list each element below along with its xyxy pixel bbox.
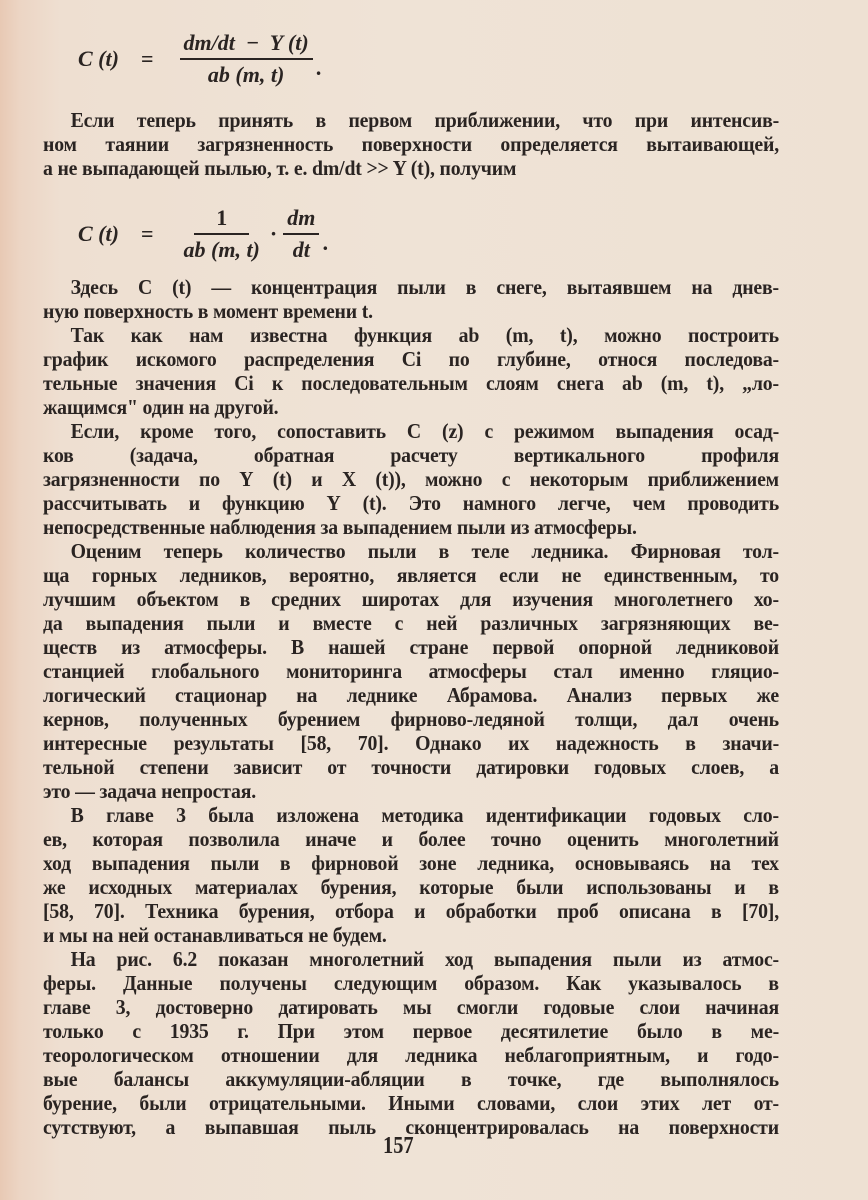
formula-lhs: C (t) — [78, 46, 119, 71]
fraction-numerator: 1 — [194, 205, 249, 235]
multiply-dot: · — [269, 221, 278, 246]
text-line: и мы на ней останавливаться не будем. — [43, 923, 387, 947]
text-line: Оценим теперь количество пыли в теле ледника. Фирновая тол- — [70, 539, 779, 563]
text-line: ществ из атмосферы. В нашей стране первой опорной ледниковой — [43, 635, 779, 659]
text-line: же исходных материалах бурения, которые были использованы и в — [43, 875, 779, 899]
text-line: феры. Данные получены следующим образом. Как указывалось в — [43, 971, 779, 995]
text-line: ном таянии загрязненность поверхности определяется вытаивающей, — [43, 132, 779, 156]
fraction-denominator: ab (m, t) — [183, 237, 260, 262]
text-line: логический стационар на леднике Абрамова. Анализ первых же — [43, 683, 779, 707]
paragraph-1 — [43, 108, 779, 180]
text-line: а не выпадающей пылью, т. е. dm/dt >> Y (t), получим — [43, 156, 517, 180]
text-line: Так как нам известна функция ab (m, t), можно построить — [70, 323, 779, 347]
paragraph-5 — [43, 539, 779, 803]
text-line: главе 3, достоверно датировать мы смогли годовые слои начиная — [43, 995, 779, 1019]
text-line: тельной степени зависит от точности датировки годовых слоев, а — [43, 755, 779, 779]
fraction-denominator: dt — [292, 237, 310, 262]
fraction — [180, 30, 313, 88]
formula-lhs: C (t) — [78, 221, 119, 246]
text-line: непосредственные наблюдения за выпадением пыли из атмосферы. — [43, 515, 637, 539]
text-line: На рис. 6.2 показан многолетний ход выпадения пыли из атмос- — [70, 947, 779, 971]
formula-concentration-approx — [78, 205, 329, 263]
text-line: Если, кроме того, сопоставить C (z) с режимом выпадения осад- — [70, 419, 779, 443]
paragraph-2 — [43, 275, 779, 323]
text-line: лучшим объектом в средних широтах для изучения многолетнего хо- — [43, 587, 779, 611]
text-line: тельные значения Ci к последовательным слоям снега ab (m, t), „ло- — [43, 371, 779, 395]
text-line: только с 1935 г. При этом первое десятилетие было в ме- — [43, 1019, 779, 1043]
text-line: интересные результаты [58, 70]. Однако их надежность в значи- — [43, 731, 779, 755]
text-line: В главе 3 была изложена методика идентификации годовых сло- — [70, 803, 779, 827]
text-line: рассчитывать и функцию Y (t). Это намного легче, чем проводить — [43, 491, 779, 515]
text-line: кернов, полученных бурением фирново-ледяной толщи, дал очень — [43, 707, 779, 731]
text-line: жащимся" один на другой. — [43, 395, 279, 419]
text-line: ща горных ледников, вероятно, является если не единственным, то — [43, 563, 779, 587]
text-line: да выпадения пыли и вместе с ней различных загрязняющих ве- — [43, 611, 779, 635]
text-line: Если теперь принять в первом приближении, что при интенсив- — [70, 108, 779, 132]
text-line: Здесь C (t) — концентрация пыли в снеге, вытаявшем на днев- — [70, 275, 779, 299]
formula-equals: = — [140, 221, 154, 246]
paragraph-4 — [43, 419, 779, 539]
formula-concentration — [78, 30, 322, 88]
text-line: график искомого распределения Ci по глубине, относя последова- — [43, 347, 779, 371]
fraction-denominator: ab (m, t) — [207, 62, 285, 87]
paragraph-7 — [43, 947, 779, 1139]
text-line: ход выпадения пыли в фирновой зоне ледника, основываясь на тех — [43, 851, 779, 875]
fraction-numerator: dm/dt − Y (t) — [180, 30, 313, 60]
paragraph-6 — [43, 803, 779, 947]
text-line: теорологическом отношении для ледника неблагоприятным, и годо- — [43, 1043, 779, 1067]
formula-period: . — [316, 55, 323, 80]
text-line: станцией глобального мониторинга атмосферы стал именно гляцио- — [43, 659, 779, 683]
formula-period: . — [323, 230, 329, 255]
text-line: [58, 70]. Техника бурения, отбора и обработки проб описана в [70], — [43, 899, 779, 923]
text-line: загрязненности по Y (t) и X (t)), можно с некоторым приближением — [43, 467, 779, 491]
text-line: сутствуют, а выпавшая пыль сконцентрировалась на поверхности — [43, 1115, 779, 1139]
fraction-1 — [180, 205, 264, 263]
text-line: ную поверхность в момент времени t. — [43, 299, 373, 323]
text-line: ев, которая позволила иначе и более точно оценить многолетний — [43, 827, 779, 851]
fraction-numerator: dm — [283, 205, 319, 235]
fraction-2 — [283, 205, 319, 263]
formula-equals: = — [140, 46, 154, 71]
text-line: ков (задача, обратная расчету вертикального профиля — [43, 443, 779, 467]
text-line: бурение, были отрицательными. Иными словами, слои этих лет от- — [43, 1091, 779, 1115]
page-number: 157 — [383, 1133, 414, 1159]
text-line: это — задача непростая. — [43, 779, 257, 803]
paragraph-3 — [43, 323, 779, 419]
text-line: вые балансы аккумуляции-абляции в точке, где выполнялось — [43, 1067, 779, 1091]
